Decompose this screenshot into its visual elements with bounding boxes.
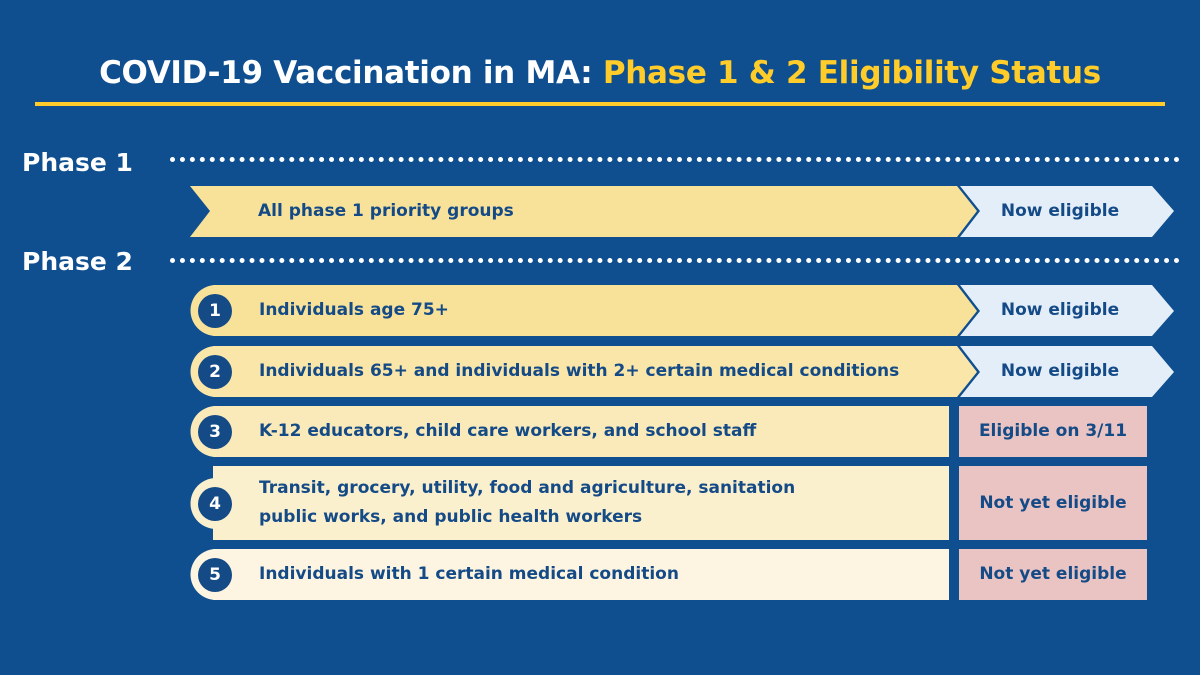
phase-1-status: Now eligible <box>1000 201 1120 221</box>
title-main: COVID-19 Vaccination in MA: <box>99 55 603 91</box>
phase-1-group-text: All phase 1 priority groups <box>258 201 514 221</box>
row-4-text <box>259 474 795 532</box>
row-4-status: Not yet eligible <box>979 493 1127 513</box>
row-5-text: Individuals with 1 certain medical condition <box>259 564 679 584</box>
row-4-number-badge: 4 <box>198 487 232 521</box>
row-3-number-badge: 3 <box>198 415 232 449</box>
phase-1-label: Phase 1 <box>22 148 133 177</box>
row-1-status: Now eligible <box>1000 300 1120 320</box>
row-5-number-badge: 5 <box>198 558 232 592</box>
row-1-text: Individuals age 75+ <box>259 300 449 320</box>
row-2-status: Now eligible <box>1000 361 1120 381</box>
row-5-status: Not yet eligible <box>979 564 1127 584</box>
row-3-status: Eligible on 3/11 <box>978 421 1128 441</box>
phase-2-label: Phase 2 <box>22 247 133 276</box>
row-4-text-line-2: public works, and public health workers <box>259 507 643 527</box>
row-2-text: Individuals 65+ and individuals with 2+ certain medical conditions <box>259 361 900 381</box>
phase-2-divider <box>170 258 1180 263</box>
row-1-number-badge: 1 <box>198 294 232 328</box>
row-3-text: K-12 educators, child care workers, and school staff <box>259 421 757 441</box>
row-4-text-line-1: Transit, grocery, utility, food and agriculture, sanitation <box>259 478 796 498</box>
title-highlight: Phase 1 & 2 Eligibility Status <box>602 55 1101 91</box>
row-2-number-badge: 2 <box>198 355 232 389</box>
